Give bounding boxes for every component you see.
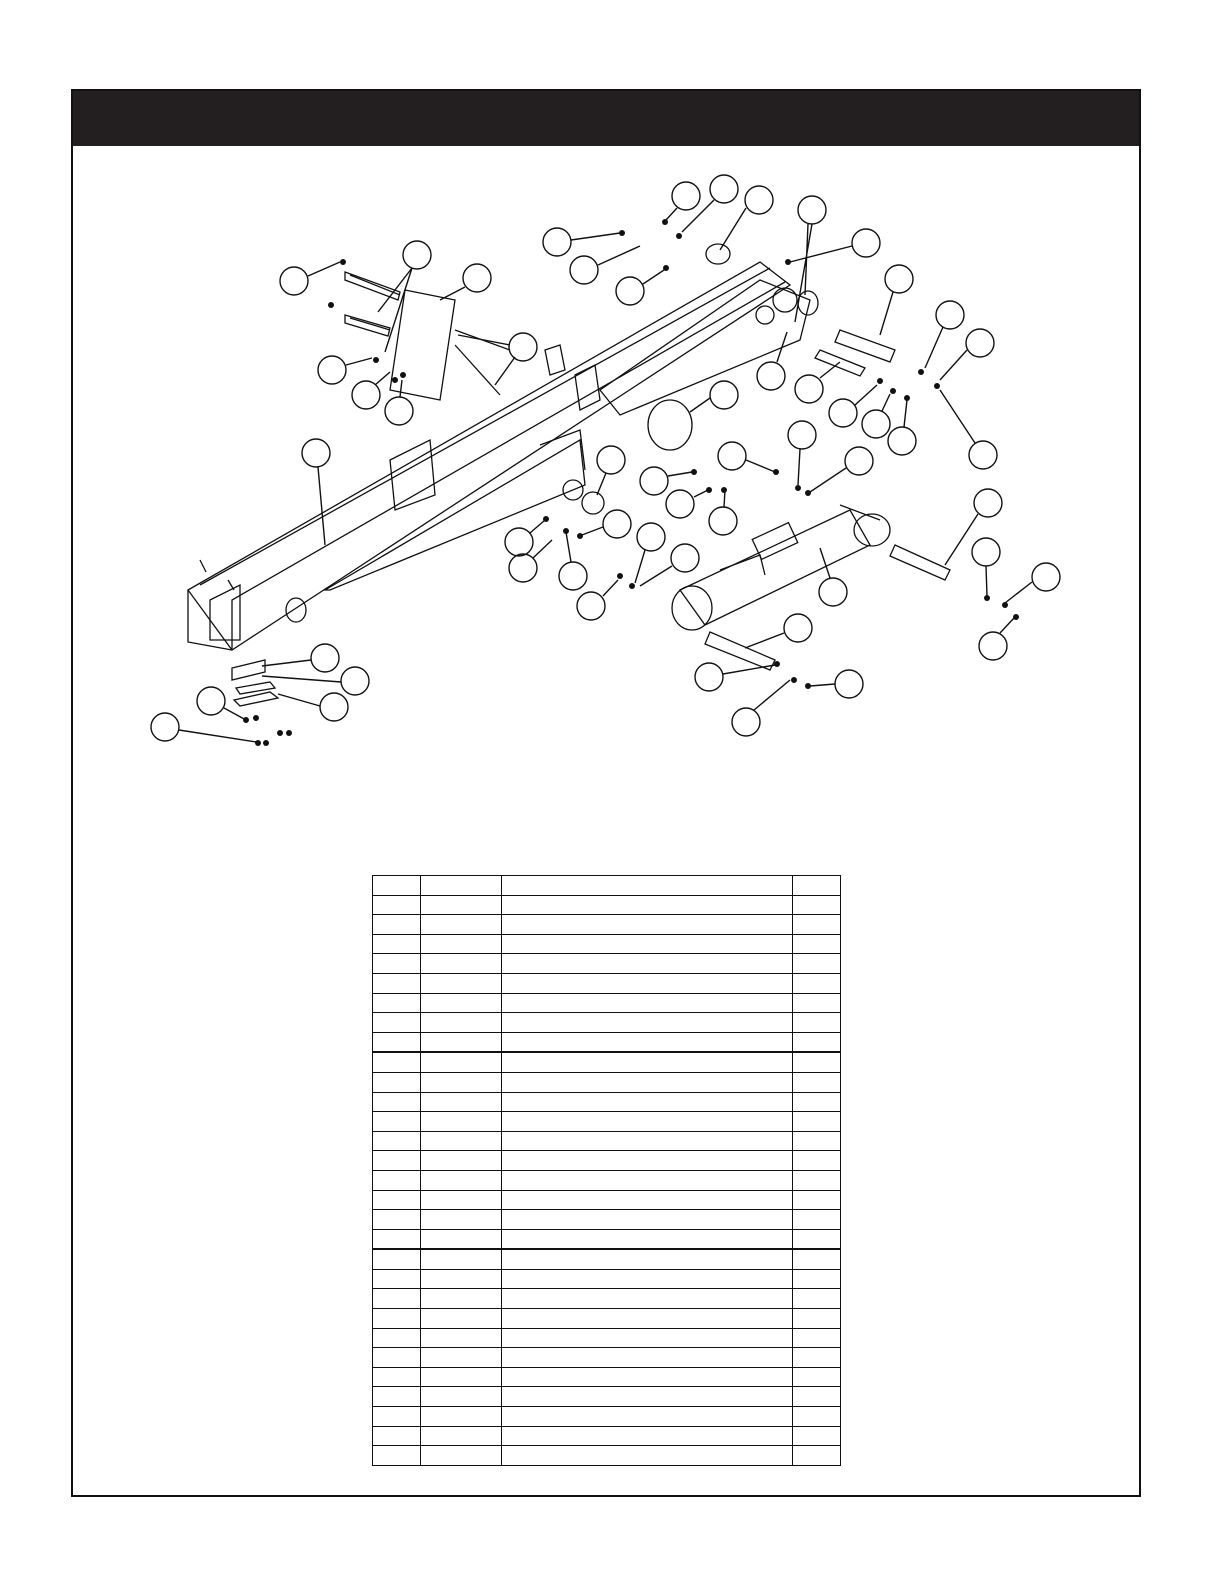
table-cell xyxy=(421,1190,502,1210)
table-cell xyxy=(373,915,421,935)
table-cell xyxy=(373,1269,421,1289)
table-cell xyxy=(421,876,502,896)
table-row xyxy=(373,1249,841,1269)
table-cell xyxy=(793,934,841,954)
callouts xyxy=(151,175,1060,742)
table-row xyxy=(373,895,841,915)
table-cell xyxy=(421,1210,502,1230)
table-cell xyxy=(793,1131,841,1151)
table-cell xyxy=(421,1013,502,1033)
table-cell xyxy=(421,1387,502,1407)
table-cell xyxy=(502,1289,793,1309)
hydraulic-cylinder xyxy=(672,505,890,630)
table-cell xyxy=(421,1249,502,1269)
table-cell xyxy=(502,954,793,974)
table-row xyxy=(373,1170,841,1190)
table-cell xyxy=(793,1210,841,1230)
table-cell xyxy=(373,934,421,954)
table-row xyxy=(373,1210,841,1230)
table-cell xyxy=(373,1170,421,1190)
table-row xyxy=(373,1289,841,1309)
table-cell xyxy=(793,993,841,1013)
table-cell xyxy=(421,934,502,954)
table-cell xyxy=(373,1112,421,1132)
table-row xyxy=(373,1387,841,1407)
table-row xyxy=(373,1309,841,1329)
table-cell xyxy=(373,993,421,1013)
table-cell xyxy=(373,1328,421,1348)
table-cell xyxy=(373,1190,421,1210)
table-cell xyxy=(373,1426,421,1446)
table-cell xyxy=(502,1426,793,1446)
table-row xyxy=(373,1052,841,1072)
table-cell xyxy=(502,1170,793,1190)
table-cell xyxy=(373,1446,421,1466)
table-cell xyxy=(502,1407,793,1427)
table-cell xyxy=(502,1348,793,1368)
table-cell xyxy=(502,1032,793,1052)
table-cell xyxy=(793,973,841,993)
table-cell xyxy=(793,1190,841,1210)
table-cell xyxy=(421,895,502,915)
table-cell xyxy=(502,1190,793,1210)
table-cell xyxy=(793,1249,841,1269)
table-row xyxy=(373,934,841,954)
parts-list-table xyxy=(372,875,841,1466)
table-cell xyxy=(373,1013,421,1033)
table-row xyxy=(373,954,841,974)
table-cell xyxy=(421,1367,502,1387)
table-row xyxy=(373,1032,841,1052)
table-cell xyxy=(373,1387,421,1407)
table-cell xyxy=(421,1170,502,1190)
table-cell xyxy=(502,993,793,1013)
table-cell xyxy=(793,895,841,915)
table-cell xyxy=(502,1328,793,1348)
table-row xyxy=(373,1151,841,1171)
table-cell xyxy=(793,1013,841,1033)
table-cell xyxy=(502,973,793,993)
table-cell xyxy=(421,1092,502,1112)
table-cell xyxy=(373,1348,421,1368)
table-row xyxy=(373,915,841,935)
table-row xyxy=(373,1131,841,1151)
table-cell xyxy=(793,1387,841,1407)
table-cell xyxy=(793,1112,841,1132)
boom-assembly xyxy=(188,262,810,650)
table-cell xyxy=(793,1269,841,1289)
table-cell xyxy=(421,1446,502,1466)
table-cell xyxy=(373,1289,421,1309)
table-row xyxy=(373,876,841,896)
table-row xyxy=(373,1328,841,1348)
table-cell xyxy=(502,1092,793,1112)
table-cell xyxy=(421,1229,502,1249)
table-cell xyxy=(502,934,793,954)
table-cell xyxy=(421,1112,502,1132)
table-cell xyxy=(502,915,793,935)
table-cell xyxy=(421,973,502,993)
table-row xyxy=(373,1092,841,1112)
table-cell xyxy=(421,954,502,974)
table-cell xyxy=(421,1032,502,1052)
table-cell xyxy=(421,1407,502,1427)
table-row xyxy=(373,1426,841,1446)
table-cell xyxy=(373,895,421,915)
table-cell xyxy=(793,954,841,974)
table-row xyxy=(373,993,841,1013)
table-cell xyxy=(421,1131,502,1151)
table-cell xyxy=(793,1367,841,1387)
table-row xyxy=(373,1269,841,1289)
table-cell xyxy=(373,1131,421,1151)
pins xyxy=(582,244,950,670)
table-cell xyxy=(502,876,793,896)
table-cell xyxy=(421,1151,502,1171)
table-cell xyxy=(373,973,421,993)
table-row xyxy=(373,1407,841,1427)
table-cell xyxy=(793,1426,841,1446)
table-cell xyxy=(373,1072,421,1092)
table-cell xyxy=(421,915,502,935)
table-cell xyxy=(421,993,502,1013)
table-row xyxy=(373,1112,841,1132)
table-cell xyxy=(793,1170,841,1190)
table-cell xyxy=(793,1348,841,1368)
table-row xyxy=(373,1367,841,1387)
wear-pads xyxy=(232,660,278,706)
table-cell xyxy=(502,1367,793,1387)
table-cell xyxy=(373,1249,421,1269)
table-cell xyxy=(373,1407,421,1427)
table-cell xyxy=(421,1072,502,1092)
table-cell xyxy=(373,1367,421,1387)
table-row xyxy=(373,1072,841,1092)
table-cell xyxy=(373,1032,421,1052)
table-cell xyxy=(793,1328,841,1348)
table-cell xyxy=(421,1269,502,1289)
table-cell xyxy=(421,1052,502,1072)
table-cell xyxy=(502,1387,793,1407)
table-cell xyxy=(373,1151,421,1171)
table-cell xyxy=(793,1052,841,1072)
table-cell xyxy=(502,895,793,915)
table-cell xyxy=(373,954,421,974)
table-cell xyxy=(793,876,841,896)
table-cell xyxy=(502,1072,793,1092)
table-cell xyxy=(793,1092,841,1112)
hardware xyxy=(243,219,1019,746)
table-row xyxy=(373,1446,841,1466)
table-cell xyxy=(502,1131,793,1151)
table-cell xyxy=(502,1210,793,1230)
table-row xyxy=(373,973,841,993)
table-cell xyxy=(421,1289,502,1309)
table-cell xyxy=(502,1151,793,1171)
table-cell xyxy=(502,1446,793,1466)
table-cell xyxy=(373,1210,421,1230)
table-cell xyxy=(373,1229,421,1249)
table-cell xyxy=(421,1328,502,1348)
table-cell xyxy=(793,915,841,935)
table-cell xyxy=(793,1032,841,1052)
table-cell xyxy=(502,1269,793,1289)
table-row xyxy=(373,1190,841,1210)
table-cell xyxy=(373,1052,421,1072)
table-row xyxy=(373,1229,841,1249)
table-row xyxy=(373,1013,841,1033)
table-row xyxy=(373,1348,841,1368)
table-cell xyxy=(793,1072,841,1092)
table-cell xyxy=(502,1309,793,1329)
table-cell xyxy=(373,1309,421,1329)
table-cell xyxy=(793,1229,841,1249)
table-cell xyxy=(421,1426,502,1446)
table-cell xyxy=(502,1112,793,1132)
table-cell xyxy=(793,1407,841,1427)
table-cell xyxy=(502,1013,793,1033)
table-cell xyxy=(793,1309,841,1329)
table-cell xyxy=(502,1052,793,1072)
table-cell xyxy=(373,1092,421,1112)
table-cell xyxy=(793,1289,841,1309)
table-cell xyxy=(373,876,421,896)
table-cell xyxy=(793,1446,841,1466)
table-cell xyxy=(793,1151,841,1171)
table-cell xyxy=(421,1348,502,1368)
table-cell xyxy=(502,1249,793,1269)
table-cell xyxy=(421,1309,502,1329)
table-cell xyxy=(502,1229,793,1249)
